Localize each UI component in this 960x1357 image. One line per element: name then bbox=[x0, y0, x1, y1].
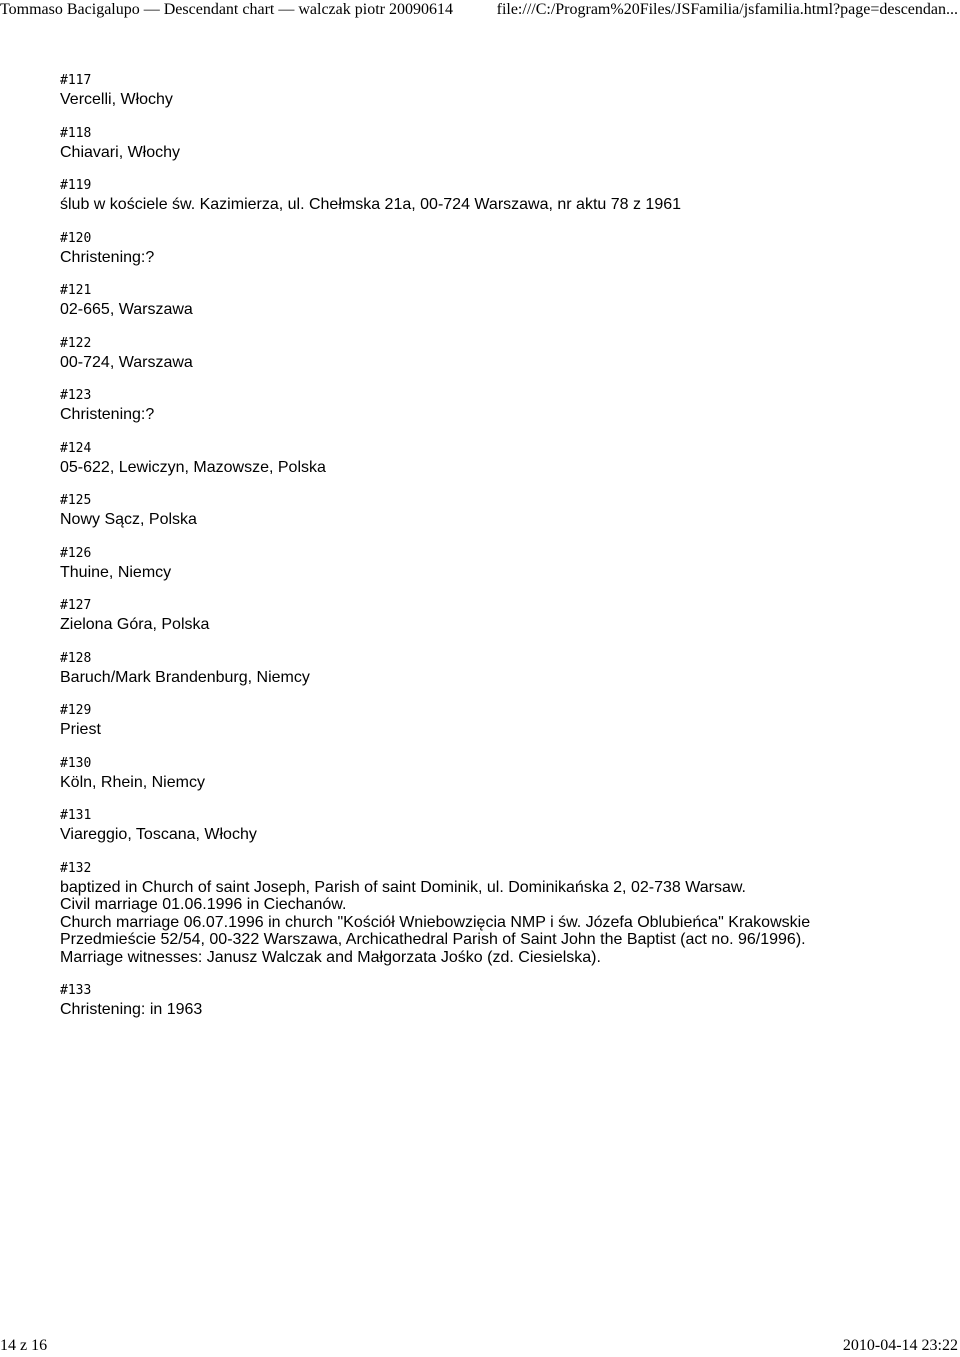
page-footer-datetime: 2010-04-14 23:22 bbox=[842, 1337, 958, 1354]
note-text-line: Vercelli, Włochy bbox=[60, 91, 173, 108]
note-number: #127 bbox=[60, 598, 92, 613]
note-item bbox=[60, 72, 940, 109]
note-text-line: Christening:? bbox=[60, 406, 155, 423]
note-item bbox=[60, 650, 940, 687]
note-text bbox=[60, 826, 940, 844]
note-text-line: Przedmieście 52/54, 00-322 Warszawa, Archicathedral Parish of Saint John the Baptist (act no. 96/1996). bbox=[60, 931, 806, 948]
note-text-line: Priest bbox=[60, 721, 101, 738]
note-number: #121 bbox=[60, 283, 92, 298]
note-text bbox=[60, 301, 940, 319]
note-text bbox=[60, 354, 940, 372]
note-item bbox=[60, 755, 940, 792]
note-text-line: Köln, Rhein, Niemcy bbox=[60, 773, 205, 791]
note-number: #129 bbox=[60, 703, 92, 718]
note-text-line: Christening: in 1963 bbox=[60, 1001, 203, 1018]
note-text-line: Civil marriage 01.06.1996 in Ciechanów. bbox=[60, 896, 347, 913]
note-number: #122 bbox=[60, 335, 92, 351]
note-text-line: 02-665, Warszawa bbox=[60, 301, 193, 318]
note-number: #123 bbox=[60, 388, 92, 403]
note-number: #133 bbox=[60, 983, 92, 998]
note-item bbox=[60, 387, 940, 424]
note-text-line: 05-622, Lewiczyn, Mazowsze, Polska bbox=[60, 458, 326, 476]
note-item bbox=[60, 125, 940, 162]
note-text bbox=[60, 196, 940, 214]
note-item bbox=[60, 807, 940, 844]
note-item bbox=[60, 492, 940, 529]
note-text-line: Nowy Sącz, Polska bbox=[60, 511, 197, 528]
page-header-url: file:///C:/Program%20Files/JSFamilia/jsfamilia.html?page=descendan... bbox=[496, 1, 958, 18]
note-text bbox=[60, 511, 940, 529]
note-text bbox=[60, 249, 940, 267]
note-number: #131 bbox=[60, 808, 92, 823]
note-item bbox=[60, 230, 940, 267]
note-number: #118 bbox=[60, 125, 92, 141]
note-text bbox=[60, 91, 940, 109]
note-number: #132 bbox=[60, 860, 92, 876]
note-text bbox=[60, 616, 940, 634]
note-text-line: Marriage witnesses: Janusz Walczak and Małgorzata Jośko (zd. Ciesielska). bbox=[60, 948, 601, 966]
note-item bbox=[60, 440, 940, 477]
note-number: #125 bbox=[60, 493, 92, 508]
note-text-line: Chiavari, Włochy bbox=[60, 143, 181, 161]
note-text bbox=[60, 1001, 940, 1019]
note-item bbox=[60, 982, 940, 1019]
note-number: #128 bbox=[60, 650, 92, 666]
page-footer-page-number: 14 z 16 bbox=[0, 1337, 48, 1354]
note-number: #119 bbox=[60, 178, 92, 193]
page-header-title: Tommaso Bacigalupo — Descendant chart — walczak piotr 20090614 bbox=[0, 1, 453, 18]
note-text-line: Thuine, Niemcy bbox=[60, 563, 172, 581]
note-number: #126 bbox=[60, 545, 92, 561]
note-text-line: 00-724, Warszawa bbox=[60, 353, 193, 371]
note-item bbox=[60, 282, 940, 319]
note-text bbox=[60, 564, 940, 582]
note-item bbox=[60, 597, 940, 634]
note-number: #120 bbox=[60, 230, 92, 246]
note-text bbox=[60, 459, 940, 477]
note-text bbox=[60, 774, 940, 792]
note-item bbox=[60, 545, 940, 582]
note-text bbox=[60, 721, 940, 739]
note-text bbox=[60, 144, 940, 162]
note-number: #117 bbox=[60, 73, 92, 88]
note-text bbox=[60, 879, 940, 967]
note-text-line: Viareggio, Toscana, Włochy bbox=[60, 826, 257, 843]
note-text-line: Christening:? bbox=[60, 248, 155, 266]
note-text-line: Zielona Góra, Polska bbox=[60, 616, 210, 633]
note-item bbox=[60, 335, 940, 372]
note-text bbox=[60, 669, 940, 687]
note-text-line: baptized in Church of saint Joseph, Parish of saint Dominik, ul. Dominikańska 2, 02-738 Warsaw. bbox=[60, 878, 746, 896]
note-item bbox=[60, 702, 940, 739]
note-item bbox=[60, 177, 940, 214]
note-text-line: ślub w kościele św. Kazimierza, ul. Chełmska 21a, 00-724 Warszawa, nr aktu 78 z 1961 bbox=[60, 196, 682, 213]
note-item bbox=[60, 860, 940, 967]
note-text-line: Church marriage 06.07.1996 in church "Kościół Wniebowzięcia NMP i św. Józefa Oblubieńca" Krakowskie bbox=[60, 913, 811, 931]
notes-list bbox=[60, 72, 940, 1035]
note-text bbox=[60, 406, 940, 424]
note-number: #124 bbox=[60, 440, 92, 456]
note-number: #130 bbox=[60, 755, 92, 771]
note-text-line: Baruch/Mark Brandenburg, Niemcy bbox=[60, 668, 310, 686]
